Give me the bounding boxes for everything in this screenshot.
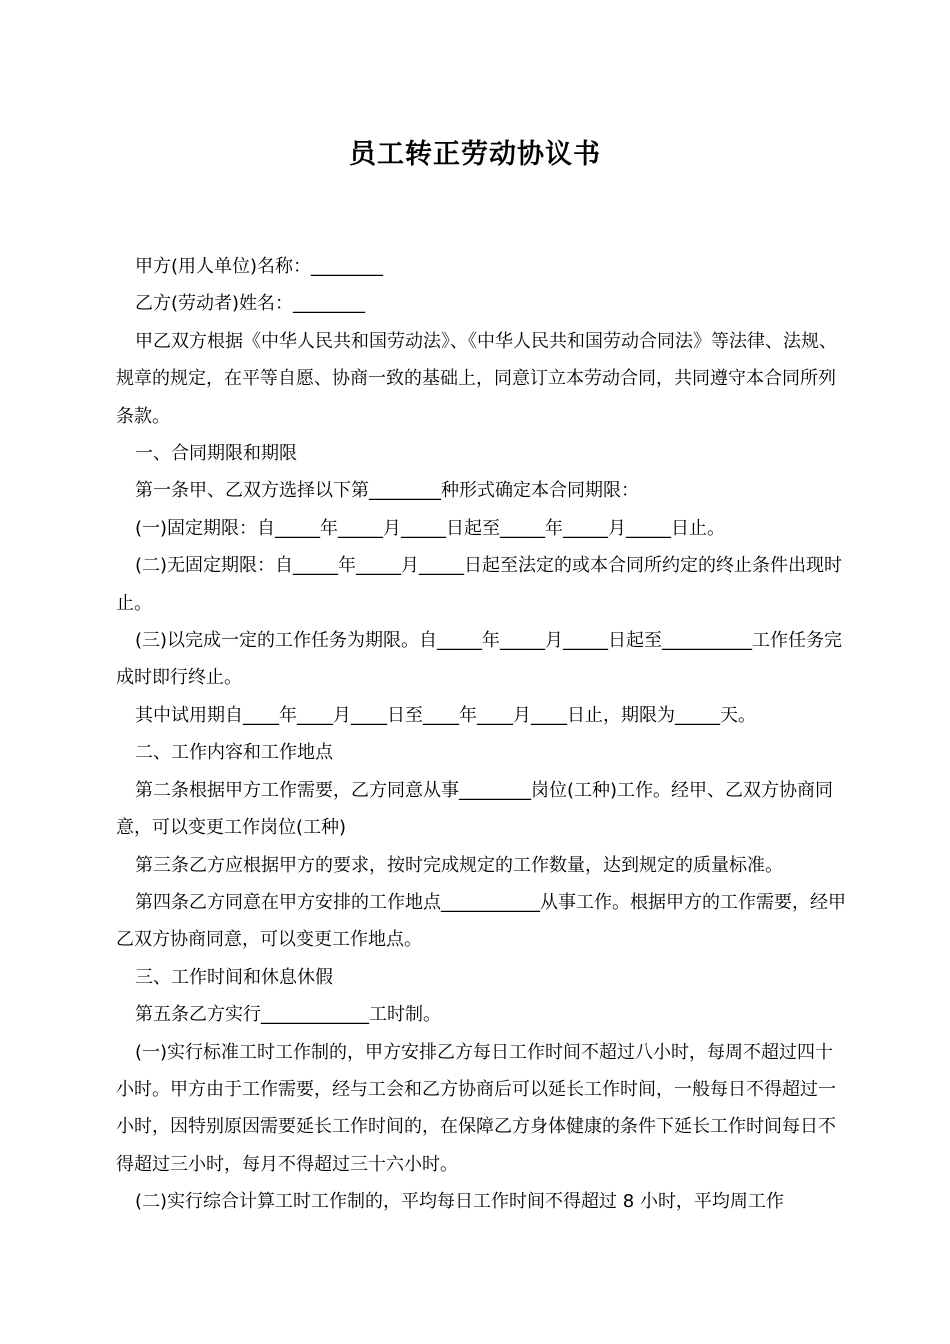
section-heading-1: 一、合同期限和期限	[135, 443, 297, 465]
article-1-option-2: (二)无固定期限：自_____年_____月_____日起至法定的或本合同所约定的终止条件出现时止。	[116, 555, 843, 614]
article-5-item-2: (二)实行综合计算工时工作制的，平均每日工作时间不得超过 8 小时，平均周工作	[135, 1191, 784, 1213]
article-3: 第三条乙方应根据甲方的要求，按时完成规定的工作数量，达到规定的质量标准。	[135, 854, 783, 876]
section-heading-2: 二、工作内容和工作地点	[135, 742, 333, 764]
party-b-line: 乙方(劳动者)姓名：________	[135, 293, 366, 315]
probation-period: 其中试用期自____年____月____日至____年____月____日止，期限为_____天。	[135, 704, 756, 726]
article-5-item-1: (一)实行标准工时工作制的，甲方安排乙方每日工作时间不超过八小时，每周不超过四十小时。甲方由于工作需要，经与工会和乙方协商后可以延长工作时间，一般每日不得超过一小时，因特别原因需要延长工作时间的，在保障乙方身体健康的条件下延长工作时间每日不得超过三小时，每月不得超过三十六小时。	[116, 1041, 836, 1175]
article-2: 第二条根据甲方工作需要，乙方同意从事________岗位(工种)工作。经甲、乙双方协商同意，可以变更工作岗位(工种)	[116, 779, 834, 839]
article-1-option-1: (一)固定期限：自_____年_____月_____日起至_____年_____月_____日止。	[135, 517, 726, 539]
article-1: 第一条甲、乙双方选择以下第________种形式确定本合同期限：	[135, 480, 639, 502]
document-title: 员工转正劳动协议书	[349, 139, 601, 170]
party-a-line: 甲方(用人单位)名称：________	[135, 256, 384, 277]
document-body	[116, 248, 846, 1221]
article-5: 第五条乙方实行____________工时制。	[135, 1004, 441, 1026]
section-heading-3: 三、工作时间和休息休假	[135, 966, 333, 988]
preamble-paragraph: 甲乙双方根据《中华人民共和国劳动法》、《中华人民共和国劳动合同法》等法律、法规、规章的规定，在平等自愿、协商一致的基础上，同意订立本劳动合同，共同遵守本合同所列条款。	[116, 330, 837, 427]
article-1-option-3: (三)以完成一定的工作任务为期限。自_____年_____月_____日起至__________工作任务完成时即行终止。	[116, 630, 843, 689]
article-4: 第四条乙方同意在甲方安排的工作地点___________从事工作。根据甲方的工作需要，经甲乙双方协商同意，可以变更工作地点。	[116, 891, 846, 951]
